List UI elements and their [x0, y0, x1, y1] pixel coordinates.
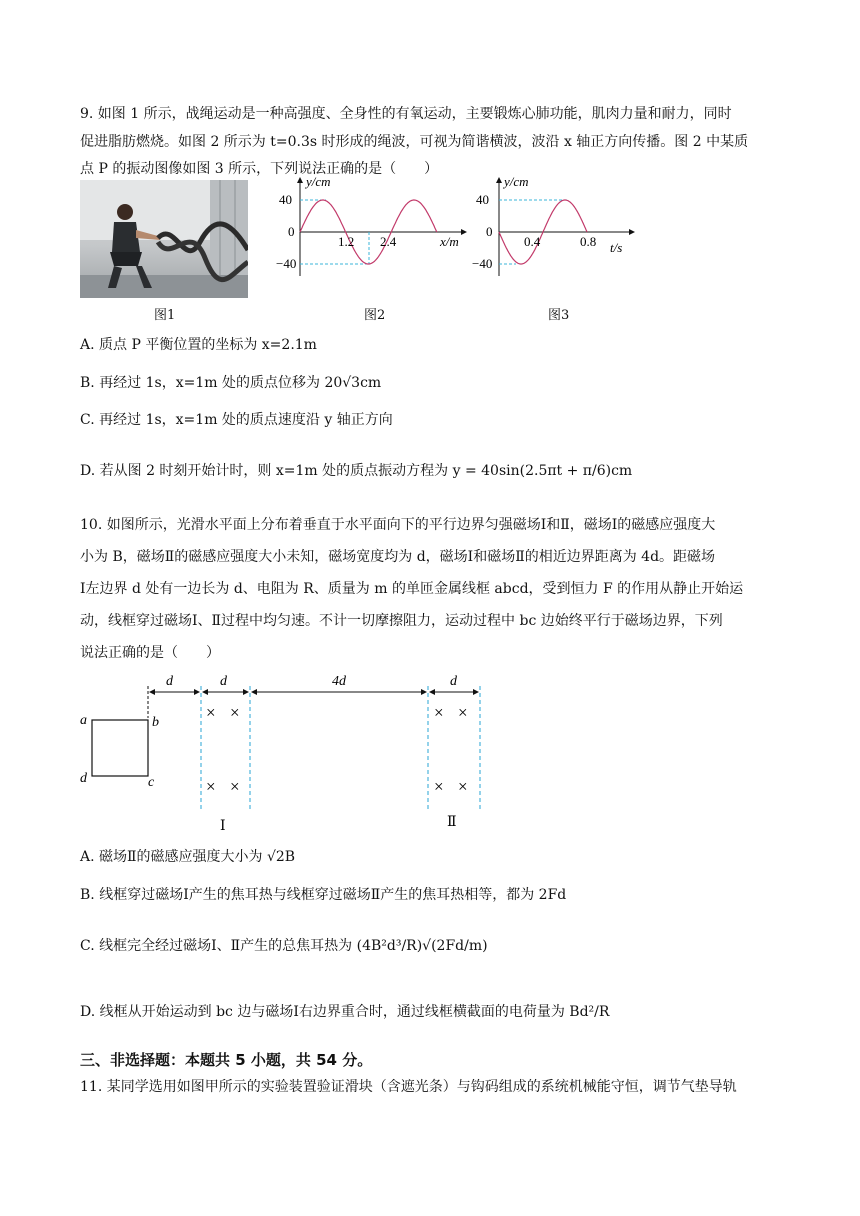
field1-cross: × — [230, 703, 240, 722]
q10-option-b: B. 线框穿过磁场Ⅰ产生的焦耳热与线框穿过磁场Ⅱ产生的焦耳热相等，都为 2Fd — [80, 887, 567, 903]
corner-b: b — [152, 715, 159, 730]
field2-cross: × — [458, 777, 468, 796]
fig2-x-label: x/m — [440, 234, 459, 249]
section-3-title: 三、非选择题：本题共 5 小题，共 54 分。 — [80, 1051, 373, 1069]
fig2-y-label: y/cm — [306, 174, 331, 189]
dim-d-field2: d — [450, 674, 457, 689]
q10-option-c: C. 线框完全经过磁场Ⅰ、Ⅱ产生的总焦耳热为 (4B²d³/R)√(2Fd/m) — [80, 938, 488, 954]
q9-line-2: 促进脂肪燃烧。如图 2 所示为 t=0.3s 时形成的绳波，可视为简谐横波，波沿 x 轴正方向传播。图 2 中某质 — [80, 134, 749, 150]
fig3-x-label: t/s — [610, 240, 623, 255]
dim-d-gap: d — [166, 674, 173, 689]
fig3-xtick-0.4: 0.4 — [524, 234, 541, 249]
field1-cross: × — [230, 777, 240, 796]
corner-a: a — [80, 713, 87, 728]
field2-cross: × — [434, 777, 444, 796]
corner-d: d — [80, 771, 87, 786]
q9-option-c: C. 再经过 1s，x=1m 处的质点速度沿 y 轴正方向 — [80, 412, 393, 428]
fig3-ytick-neg40: −40 — [472, 256, 493, 271]
field2-cross: × — [458, 703, 468, 722]
fig2-ytick-neg40: −40 — [276, 256, 297, 271]
q11-line-1: 11. 某同学选用如图甲所示的实验装置验证滑块（含遮光条）与钩码组成的系统机械能守恒，调节气垫导轨 — [80, 1079, 737, 1095]
field1-cross: × — [206, 777, 216, 796]
corner-c: c — [148, 775, 155, 790]
battle-rope-illustration — [80, 180, 248, 298]
fig2-caption: 图2 — [364, 308, 386, 323]
region-label-2: Ⅱ — [447, 815, 457, 830]
q9-line-3: 点 P 的振动图像如图 3 所示，下列说法正确的是（ ） — [80, 161, 439, 177]
q10-line-4: 动，线框穿过磁场Ⅰ、Ⅱ过程中均匀速。不计一切摩擦阻力，运动过程中 bc 边始终平行于磁场边界，下列 — [80, 613, 723, 629]
q9-option-a: A. 质点 P 平衡位置的坐标为 x=2.1m — [80, 337, 317, 353]
fig2-xtick-2.4: 2.4 — [380, 234, 397, 249]
q10-option-d: D. 线框从开始运动到 bc 边与磁场Ⅰ右边界重合时，通过线框横截面的电荷量为 Bd²/R — [80, 1004, 610, 1020]
figure-3-vibration-graph — [464, 172, 640, 280]
battle-rope-photo — [80, 180, 248, 298]
region-label-1: Ⅰ — [220, 819, 226, 834]
figure-2-wave-graph — [276, 172, 472, 280]
fig2-xtick-1.2: 1.2 — [338, 234, 355, 249]
fig3-xtick-0.8: 0.8 — [580, 234, 597, 249]
dim-d-field1: d — [220, 674, 227, 689]
dim-4d: 4d — [332, 674, 346, 689]
magnetic-field-diagram — [70, 670, 500, 840]
fig3-ytick-0: 0 — [486, 224, 493, 239]
fig1-caption: 图1 — [154, 308, 176, 323]
q10-line-2: 小为 B，磁场Ⅱ的磁感应强度大小未知，磁场宽度均为 d，磁场Ⅰ和磁场Ⅱ的相近边界距离为 4d。距磁场 — [80, 549, 716, 565]
fig3-ytick-40: 40 — [476, 192, 489, 207]
q10-line-5: 说法正确的是（ ） — [80, 645, 220, 661]
field1-cross: × — [206, 703, 216, 722]
fig3-caption: 图3 — [548, 308, 570, 323]
field2-cross: × — [434, 703, 444, 722]
q9-option-d: D. 若从图 2 时刻开始计时，则 x=1m 处的质点振动方程为 y = 40sin(2.5πt + π/6)cm — [80, 463, 633, 479]
fig2-ytick-0: 0 — [288, 224, 295, 239]
q9-option-b: B. 再经过 1s，x=1m 处的质点位移为 20√3cm — [80, 375, 382, 391]
q9-line-1: 9. 如图 1 所示，战绳运动是一种高强度、全身性的有氧运动，主要锻炼心肺功能，肌肉力量和耐力，同时 — [80, 106, 732, 122]
fig3-y-label: y/cm — [504, 174, 529, 189]
q10-option-a: A. 磁场Ⅱ的磁感应强度大小为 √2B — [80, 849, 296, 865]
q10-line-3: Ⅰ左边界 d 处有一边长为 d、电阻为 R、质量为 m 的单匝金属线框 abcd，受到恒力 F 的作用从静止开始运 — [80, 581, 744, 597]
fig2-ytick-40: 40 — [279, 192, 292, 207]
wire-frame-abcd — [92, 720, 148, 776]
q10-line-1: 10. 如图所示，光滑水平面上分布着垂直于水平面向下的平行边界匀强磁场Ⅰ和Ⅱ，磁场Ⅰ的磁感应强度大 — [80, 517, 716, 533]
